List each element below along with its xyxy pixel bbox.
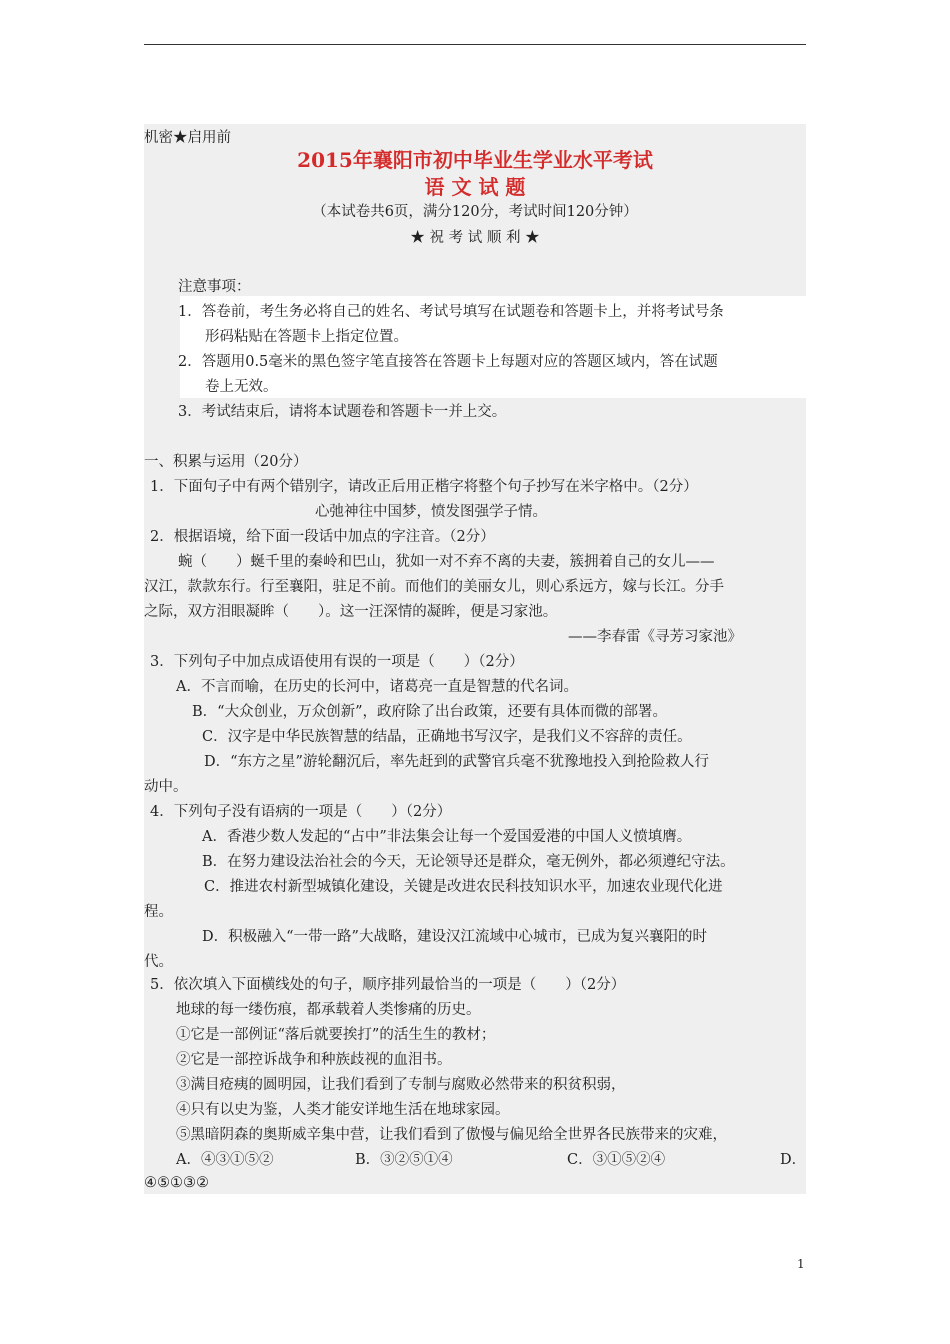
exam-note: （本试卷共6页，满分120分，考试时间120分钟） [312, 204, 638, 220]
answer-option-d-value: ④⑤①③② [144, 1175, 209, 1191]
notice-item: 1．答卷前，考生务必将自己的姓名、考试号填写在试题卷和答题卡上，并将考试号条 [178, 304, 724, 320]
question-line: ①它是一部例证“落后就要挨打”的活生生的教材； [176, 1027, 496, 1043]
question-line: 1．下面句子中有两个错别字，请改正后用正楷字将整个句子抄写在米字格中。（2分） [150, 479, 698, 495]
notice-item: 3．考试结束后，请将本试题卷和答题卡一并上交。 [178, 404, 507, 420]
question-line: B．“大众创业，万众创新”，政府除了出台政策，还要有具体而微的部署。 [192, 704, 667, 720]
question-line: C．汉字是中华民族智慧的结晶，正确地书写汉字，是我们义不容辞的责任。 [202, 729, 692, 745]
question-line: ⑤黑暗阴森的奥斯威辛集中营，让我们看到了傲慢与偏见给全世界各民族带来的灾难， [176, 1127, 727, 1143]
question-line: D．积极融入“一带一路”大战略，建设汉江流域中心城市，已成为复兴襄阳的时 [202, 929, 707, 945]
question-line: A．香港少数人发起的“占中”非法集会让每一个爱国爱港的中国人义愤填膺。 [202, 829, 692, 845]
question-line: 汉江，款款东行。行至襄阳，驻足不前。而他们的美丽女儿，则心系远方，嫁与长江。分手 [144, 579, 724, 595]
question-line: 动中。 [144, 779, 188, 795]
confidential-label: 机密★启用前 [144, 130, 231, 146]
answer-option-d: D． [780, 1152, 807, 1168]
question-line: D．“东方之星”游轮翻沉后，率先赶到的武警官兵毫不犹豫地投入到抢险救人行 [204, 754, 709, 770]
question-line: ③满目疮痍的圆明园，让我们看到了专制与腐败必然带来的积贫积弱， [176, 1077, 626, 1093]
question-line: C．推进农村新型城镇化建设，关键是改进农民科技知识水平，加速农业现代化进 [204, 879, 723, 895]
question-line: 3．下列句子中加点成语使用有误的一项是（ ）（2分） [150, 654, 524, 670]
question-line: 5．依次填入下面横线处的句子，顺序排列最恰当的一项是（ ）（2分） [150, 977, 626, 993]
question-line: ④只有以史为鉴，人类才能安详地生活在地球家园。 [176, 1102, 510, 1118]
question-line: 程。 [144, 904, 173, 920]
question-line: 心弛神往中国梦，愤发图强学子情。 [315, 504, 547, 520]
section-heading: 一、积累与运用（20分） [144, 454, 308, 470]
exam-subject: 语 文 试 题 [424, 175, 526, 199]
exam-wish: ★ 祝 考 试 顺 利 ★ [410, 230, 540, 246]
question-line: 代。 [144, 954, 173, 970]
answer-option-b: B．③②⑤①④ [355, 1152, 453, 1168]
answer-option-a: A．④③①⑤② [176, 1152, 274, 1168]
question-line: 4．下列句子没有语病的一项是（ ）（2分） [150, 804, 452, 820]
question-line: 2．根据语境，给下面一段话中加点的字注音。（2分） [150, 529, 495, 545]
question-line: 蜿（ ）蜒千里的秦岭和巴山，犹如一对不弃不离的夫妻，簇拥着自己的女儿—— [178, 554, 715, 570]
question-line: 之际，双方泪眼凝眸（ ）。这一汪深情的凝眸，便是习家池。 [144, 604, 558, 620]
notice-item: 2．答题用0.5毫米的黑色签字笔直接答在答题卡上每题对应的答题区域内，答在试题 [178, 354, 718, 370]
notice-item: 卷上无效。 [205, 379, 278, 395]
question-line: ——李春雷《寻芳习家池》 [568, 629, 742, 645]
page-number: 1 [797, 1257, 805, 1271]
question-line: B．在努力建设法治社会的今天，无论领导还是群众，毫无例外，都必须遵纪守法。 [202, 854, 735, 870]
answer-option-c: C．③①⑤②④ [567, 1152, 666, 1168]
top-rule [144, 44, 806, 45]
notice-shade-1 [144, 296, 180, 398]
question-line: 地球的每一缕伤痕，都承载着人类惨痛的历史。 [176, 1002, 481, 1018]
question-line: A．不言而喻，在历史的长河中，诸葛亮一直是智慧的代名词。 [176, 679, 578, 695]
notice-heading: 注意事项： [178, 279, 251, 295]
exam-title: 2015年襄阳市初中毕业生学业水平考试 [297, 148, 653, 172]
notice-item: 形码粘贴在答题卡上指定位置。 [205, 329, 408, 345]
question-line: ②它是一部控诉战争和种族歧视的血泪书。 [176, 1052, 452, 1068]
